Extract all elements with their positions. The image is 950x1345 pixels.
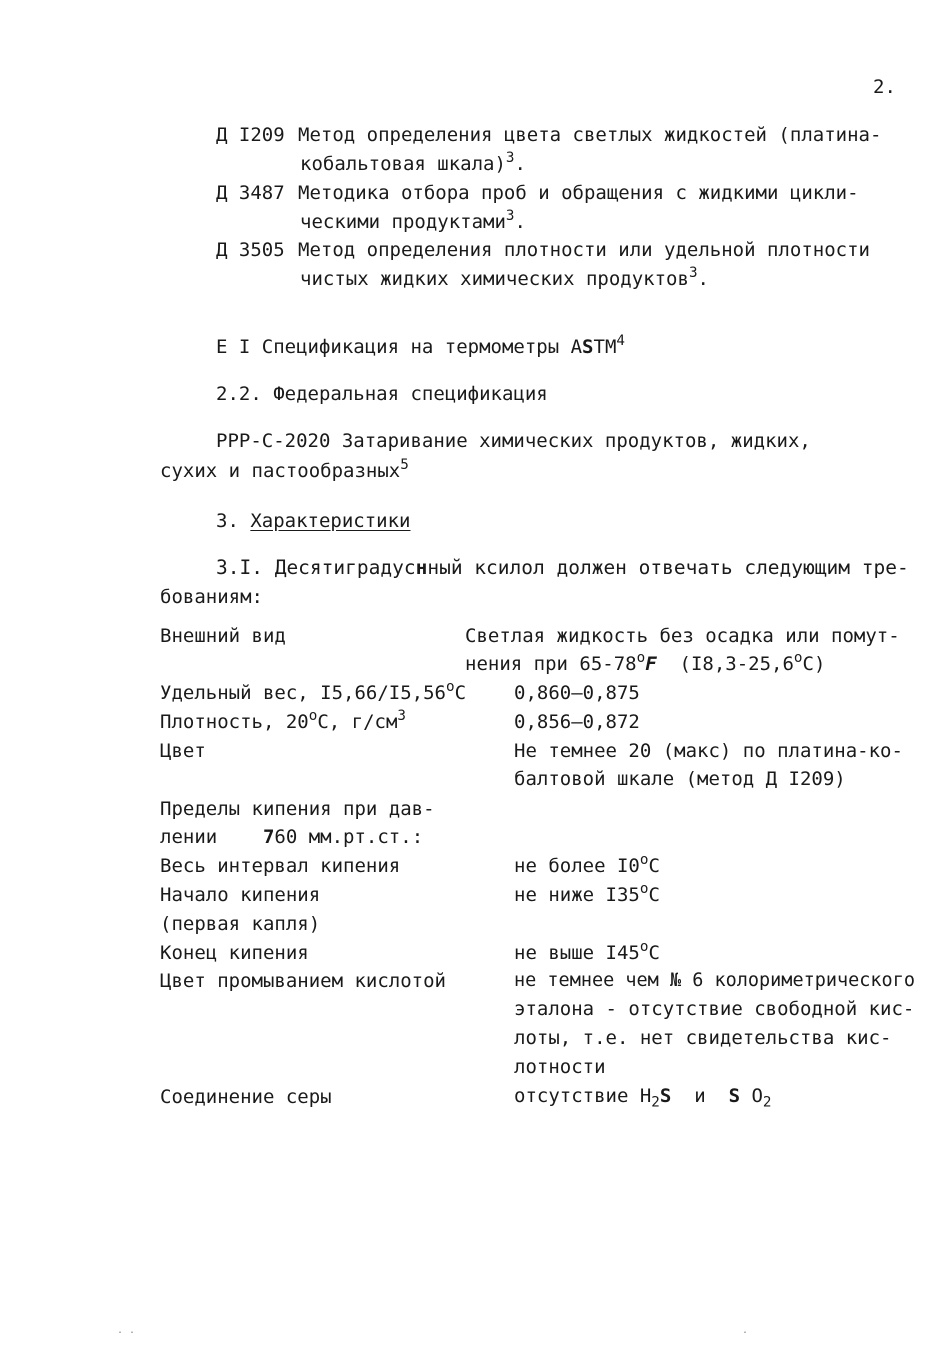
- section-3-heading: 3. Характеристики: [216, 510, 411, 532]
- boiling-range-label: Весь интервал кипения: [160, 855, 401, 877]
- ref-1-line1: Метод определения цвета светлых жидкостей (платина-: [298, 124, 882, 146]
- ref-1-line2: кобальтовая шкала)$^3$.: [300, 150, 526, 175]
- ref-3-line2: чистых жидких химических продуктов$^3$.: [300, 265, 709, 290]
- specific-gravity-value: 0,860—0,875: [514, 682, 640, 704]
- ref-2-line1: Методика отбора проб и обращения с жидкими цикли-: [298, 182, 859, 204]
- acid-wash-color-label: Цвет промыванием кислотой: [160, 970, 446, 992]
- ref-2-code: Д 3487: [216, 182, 285, 204]
- federal-spec-heading: 2.2. Федеральная спецификация: [216, 383, 548, 405]
- para-3-1-line1: 3.I. Десятиградуснный ксилол должен отвечать следующим тре-: [216, 556, 909, 579]
- appearance-value-line2: нения при 65-78$^o$F (I8,3-25,6$^o$C): [465, 650, 826, 675]
- acid-wash-color-value-line4: лотности: [514, 1056, 606, 1078]
- acid-wash-color-value-line1: не темнее чем № 6 колориметрического: [514, 970, 915, 991]
- sulfur-compounds-label: Соединение серы: [160, 1086, 332, 1108]
- acid-wash-color-value-line3: лоты, т.е. нет свидетельства кис-: [514, 1027, 892, 1049]
- ref-1-code: Д I209: [216, 124, 285, 146]
- acid-wash-color-value-line2: эталона - отсутствие свободной кис-: [514, 998, 915, 1020]
- initial-boiling-label: Начало кипения: [160, 884, 321, 906]
- color-value-line1: Не темнее 20 (макс) по платина-ко-: [514, 740, 903, 762]
- boiling-limits-label-line2: лении 760 мм.рт.ст.:: [160, 826, 424, 848]
- boiling-range-value: не более I0$^o$C: [514, 852, 660, 877]
- initial-boiling-label-line2: (первая капля): [160, 913, 321, 935]
- specific-gravity-label: Удельный вес, I5,66/I5,56$^o$C: [160, 679, 467, 704]
- end-boiling-label: Конец кипения: [160, 942, 309, 964]
- density-value: 0,856—0,872: [514, 711, 640, 733]
- color-label: Цвет: [160, 740, 206, 762]
- page-number: 2.: [873, 76, 896, 98]
- ref-2-line2: ческими продуктами$^3$.: [300, 208, 526, 233]
- appearance-label: Внешний вид: [160, 625, 286, 647]
- ref-3-line1: Метод определения плотности или удельной плотности: [298, 239, 870, 261]
- appearance-value-line1: Светлая жидкость без осадка или помут-: [465, 625, 900, 647]
- ppp-line1: PPP-C-2020 Затаривание химических продуктов, жидких,: [216, 430, 811, 452]
- density-label: Плотность, 20$^o$C, $г/см^3$: [160, 708, 406, 733]
- initial-boiling-value: не ниже I35$^o$C: [514, 881, 660, 906]
- end-boiling-value: не выше I45$^o$C: [514, 939, 660, 964]
- para-3-1-line2: бованиям:: [160, 586, 263, 608]
- sulfur-compounds-value: отсутствие $H_2S$ и S $O_2$: [514, 1085, 772, 1111]
- ppp-line2: сухих и пастообразных$^5$: [160, 457, 409, 482]
- scan-mark-left: . .: [117, 1325, 136, 1336]
- thermometer-spec: E I Спецификация на термометры ASTM$^4$: [216, 333, 625, 358]
- color-value-line2: балтовой шкале (метод Д I209): [514, 768, 846, 790]
- scan-mark-right: .: [742, 1325, 749, 1336]
- ref-3-code: Д 3505: [216, 239, 285, 261]
- boiling-limits-label-line1: Пределы кипения при дав-: [160, 798, 435, 820]
